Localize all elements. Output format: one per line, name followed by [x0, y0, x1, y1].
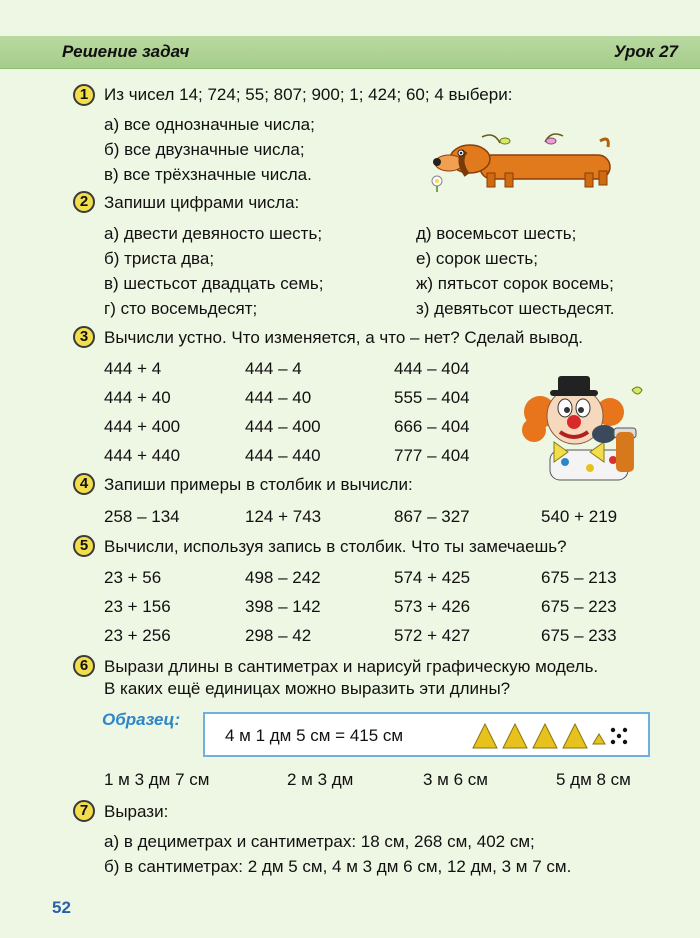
task-3-title: Вычисли устно. Что изменяется, а что – нет? Сделай вывод.: [104, 328, 583, 347]
task-7-item: а) в дециметрах и сантиметрах: 18 см, 268 см, 402 см;: [104, 832, 535, 851]
task-6-badge: 6: [73, 655, 95, 677]
meter-triangle: [503, 724, 527, 748]
task-3-expr: 444 – 404: [394, 359, 470, 378]
graphical-model: [471, 722, 647, 750]
sample-equation: 4 м 1 дм 5 см = 415 см: [225, 726, 404, 745]
task-3-expr: 444 – 4: [245, 359, 302, 378]
task-2-left-item: а) двести девяносто шесть;: [104, 224, 323, 243]
task-4-badge: 4: [73, 473, 95, 495]
task-6-length: 5 дм 8 см: [556, 770, 631, 789]
task-3-expr: 555 – 404: [394, 388, 470, 407]
meter-triangle: [533, 724, 557, 748]
task-1-badge: 1: [73, 84, 95, 106]
meter-triangle: [563, 724, 587, 748]
task-5-expr: 573 + 426: [394, 597, 471, 616]
task-3-expr: 444 + 400: [104, 417, 181, 436]
task-2-right-item: д) восемьсот шесть;: [416, 224, 577, 243]
task-7-item: б) в сантиметрах: 2 дм 5 см, 4 м 3 дм 6 см, 12 дм, 3 м 7 см.: [104, 857, 572, 876]
task-6-title-line1: Вырази длины в сантиметрах и нарисуй графическую модель.: [104, 657, 599, 676]
centimeter-dots: [611, 728, 627, 744]
task-5-expr: 675 – 213: [541, 568, 617, 587]
task-4-expr: 124 + 743: [245, 507, 322, 526]
task-2-left-item: г) сто восемьдесят;: [104, 299, 258, 318]
task-2-badge: 2: [73, 191, 95, 213]
task-4-expr: 540 + 219: [541, 507, 618, 526]
task-3-expr: 444 + 440: [104, 446, 181, 465]
task-3-expr: 777 – 404: [394, 446, 470, 465]
task-5-expr: 298 – 42: [245, 626, 312, 645]
task-2-title: Запиши цифрами числа:: [104, 193, 300, 212]
task-5-badge: 5: [73, 535, 95, 557]
task-2-right-item: е) сорок шесть;: [416, 249, 539, 268]
header-band: [0, 36, 700, 69]
task-4-title: Запиши примеры в столбик и вычисли:: [104, 475, 413, 494]
task-1-item: в) все трёхзначные числа.: [104, 165, 312, 184]
task-3-expr: 444 – 40: [245, 388, 312, 407]
task-4-expr: 867 – 327: [394, 507, 470, 526]
task-6-length: 3 м 6 см: [423, 770, 488, 789]
task-5-expr: 574 + 425: [394, 568, 471, 587]
sample-box: [203, 712, 650, 757]
task-5-expr: 23 + 56: [104, 568, 162, 587]
task-2-left-item: б) триста два;: [104, 249, 215, 268]
meter-triangle: [473, 724, 497, 748]
task-6-length: 2 м 3 дм: [287, 770, 354, 789]
task-3-expr: 444 – 400: [245, 417, 321, 436]
sample-label: Образец:: [102, 710, 181, 729]
task-1-title: Из чисел 14; 724; 55; 807; 900; 1; 424; 60; 4 выбери:: [104, 85, 513, 104]
task-2-right-item: з) девятьсот шестьдесят.: [416, 299, 615, 318]
task-5-expr: 675 – 223: [541, 597, 617, 616]
clown-illustration: [520, 372, 660, 482]
task-6-title-line2: В каких ещё единицах можно выразить эти длины?: [104, 679, 511, 698]
page-number: 52: [52, 898, 71, 917]
task-5-expr: 498 – 242: [245, 568, 321, 587]
task-4-expr: 258 – 134: [104, 507, 180, 526]
task-2-left-item: в) шестьсот двадцать семь;: [104, 274, 324, 293]
task-5-expr: 675 – 233: [541, 626, 617, 645]
task-7-badge: 7: [73, 800, 95, 822]
task-1-item: а) все однозначные числа;: [104, 115, 315, 134]
lesson-title: Урок 27: [613, 42, 678, 61]
task-6-length: 1 м 3 дм 7 см: [104, 770, 210, 789]
decimeter-triangle: [593, 734, 605, 744]
task-2-right-item: ж) пятьсот сорок восемь;: [416, 274, 614, 293]
task-5-expr: 398 – 142: [245, 597, 321, 616]
task-3-expr: 444 – 440: [245, 446, 321, 465]
task-5-expr: 572 + 427: [394, 626, 471, 645]
dachshund-illustration: [425, 133, 635, 193]
task-3-badge: 3: [73, 326, 95, 348]
task-1-item: б) все двузначные числа;: [104, 140, 305, 159]
task-3-expr: 444 + 40: [104, 388, 171, 407]
task-5-expr: 23 + 256: [104, 626, 171, 645]
section-title: Решение задач: [62, 42, 190, 61]
task-5-expr: 23 + 156: [104, 597, 171, 616]
task-5-title: Вычисли, используя запись в столбик. Что ты замечаешь?: [104, 537, 567, 556]
task-3-expr: 444 + 4: [104, 359, 162, 378]
task-3-expr: 666 – 404: [394, 417, 470, 436]
task-7-title: Вырази:: [104, 802, 169, 821]
